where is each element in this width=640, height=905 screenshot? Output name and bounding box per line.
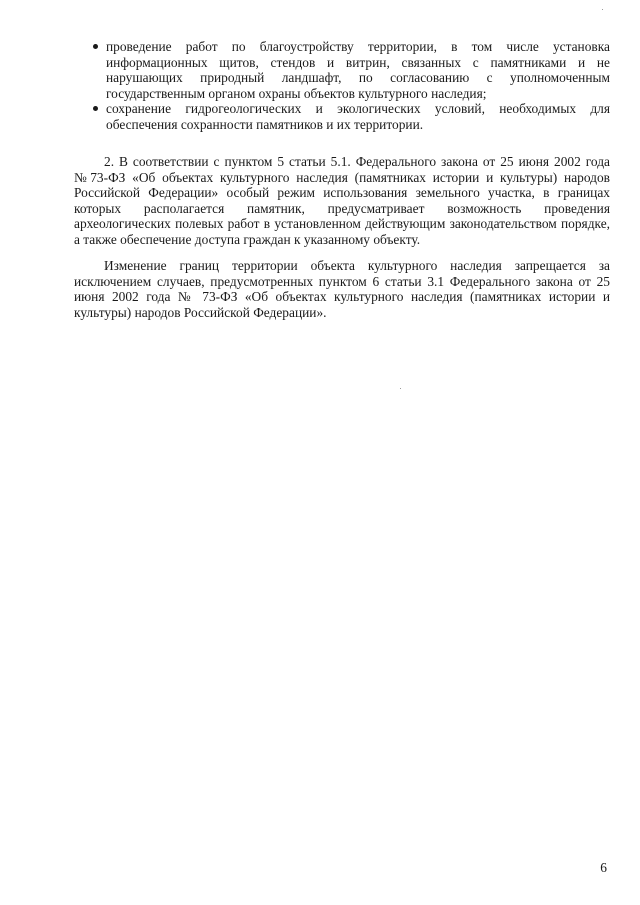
bullet-list [90,39,610,133]
bullet-icon [93,44,98,49]
page-number: 6 [600,860,607,875]
bullet-text: сохранение гидрогеологических и экологических условий, необходимых для обеспечения сохранности памятников и их территории. [106,101,610,132]
bullet-icon [93,106,98,111]
paragraph-boundary-change: Изменение границ территории объекта культурного наследия запрещается за исключением случаев, предусмотренных пунктом 6 статьи 3.1 Федерального закона от 25 июня 2002 года № 73-ФЗ «Об объектах культурного наследия (памятниках истории и культуры) народов Российской Федерации». [74,258,610,320]
bullet-text: проведение работ по благоустройству территории, в том числе установка информационных щитов, стендов и витрин, связанных с памятниками и не нарушающих природный ландшафт, по согласованию с уполномоченным государственным органом охраны объектов культурного наследия; [106,39,610,101]
bullet-item [90,39,610,101]
paragraph-archaeological-works: 2. В соответствии с пунктом 5 статьи 5.1. Федерального закона от 25 июня 2002 года №73-ФЗ «Об объектах культурного наследия (памятниках истории и культуры) народов Российской Федерации» особый режим использования земельного участка, в границах которых располагается памятник, предусматривает возможность проведения археологических полевых работ в установленном действующим законодательством порядке, а также обеспечение доступа граждан к указанному объекту. [74,154,610,247]
bullet-item [90,101,610,132]
scan-speck [400,388,401,389]
scan-speck [602,9,603,10]
